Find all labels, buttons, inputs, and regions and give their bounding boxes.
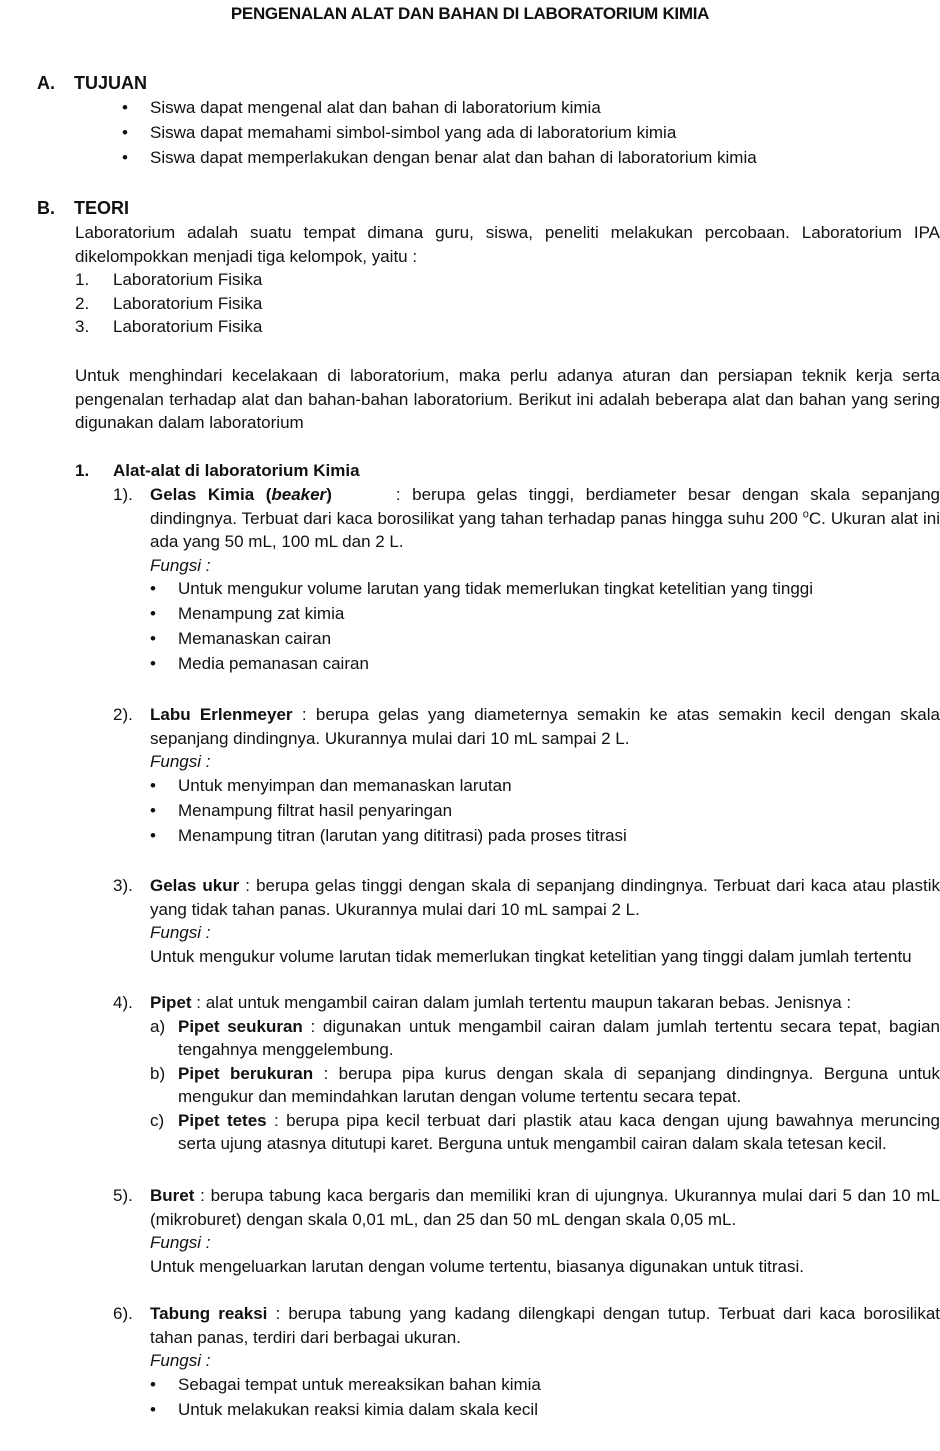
tool-description (150, 991, 940, 1015)
subtype-name: Pipet berukuran (178, 1063, 314, 1083)
fungsi-label: Fungsi : (150, 923, 211, 942)
tool-name-italic: beaker (271, 485, 327, 504)
tool-desc: : berupa tabung kaca bergaris dan memiliki kran di ujungnya. Ukurannya mulai dari 5 dan 10 mL (mikroburet) dengan skala 0,01 mL, dan 25 dan 50 mL dengan skala 0,05 mL. (150, 1186, 940, 1229)
fungsi-text: Untuk mengukur volume larutan tidak memerlukan tingkat ketelitian yang tinggi dalam jumlah tertentu (150, 946, 912, 966)
tool-desc: : alat untuk mengambil cairan dalam jumlah tertentu maupun takaran bebas. Jenisnya : (191, 993, 852, 1012)
tool-item-labu-erlenmeyer (113, 703, 940, 847)
tool-description (150, 1302, 940, 1349)
tool-name: Tabung reaksi (150, 1304, 268, 1323)
tool-item-pipet (113, 991, 940, 1156)
tool-desc: : berupa gelas tinggi dengan skala di sepanjang dindingnya. Terbuat dari kaca atau plastik yang tidak tahan panas. Ukurannya mulai dari 10 mL sampai 2 L. (150, 876, 940, 919)
subsection-title: Alat-alat di laboratorium Kimia (113, 461, 360, 480)
tujuan-item: • Siswa dapat memahami simbol-simbol yang ada di laboratorium kimia (122, 121, 932, 145)
tool-name: Buret (150, 1186, 195, 1205)
section-a-number: A. (37, 73, 55, 93)
tool-item-gelas-kimia (113, 483, 940, 676)
teori-intro: Laboratorium adalah suatu tempat dimana guru, siswa, peneliti melakukan percobaan. Laboratorium IPA dikelompokkan menjadi tiga kelompok, yaitu : (75, 223, 940, 266)
tool-number: 4). (113, 993, 133, 1012)
subtype-letter: c) (150, 1110, 165, 1130)
lab-item-number: 1. (75, 270, 90, 289)
tool-number: 5). (113, 1186, 133, 1205)
tool-name: Gelas ukur (150, 876, 240, 895)
subtype-desc: : berupa pipa kecil terbuat dari plastik atau kaca dengan ujung bawahnya meruncing serta ujung atasnya ditutupi karet. Berguna untuk mengambil cairan dalam skala tetesan kecil. (178, 1110, 940, 1153)
fungsi-item: • Untuk mengukur volume larutan yang tidak memerlukan tingkat ketelitian yang tinggi (150, 577, 940, 601)
page-title: PENGENALAN ALAT DAN BAHAN DI LABORATORIUM KIMIA (230, 4, 710, 23)
tool-description (150, 1184, 940, 1231)
degree-mark: o (802, 507, 809, 520)
subtype-name: Pipet tetes (178, 1110, 267, 1130)
subtype-letter: b) (150, 1063, 166, 1083)
tool-item-buret (113, 1184, 940, 1278)
fungsi-label: Fungsi : (150, 752, 211, 771)
pipet-subtype (150, 1062, 940, 1109)
fungsi-item: • Sebagai tempat untuk mereaksikan bahan kimia (150, 1373, 940, 1397)
fungsi-item: • Untuk menyimpan dan memanaskan larutan (150, 774, 940, 798)
tool-name: Labu Erlenmeyer (150, 705, 293, 724)
tool-desc-head: : berupa gelas tinggi, berdiameter besar dengan skala sepanjang dindingnya. Terbuat dari kaca borosilikat yang tahan terhadap panas hingga suhu 200 (150, 485, 940, 528)
pipet-subtype (150, 1109, 940, 1156)
tool-description (150, 703, 940, 750)
lab-item-label: Laboratorium Fisika (113, 270, 263, 289)
section-a-title: TUJUAN (74, 73, 148, 93)
subtype-desc: : digunakan untuk mengambil cairan dalam jumlah tertentu secara tepat, bagian tengahnya menggelembung. (178, 1016, 940, 1059)
pipet-subtype (150, 1015, 940, 1062)
section-b-number: B. (37, 198, 55, 218)
tool-item-tabung-reaksi (113, 1302, 940, 1421)
subtype-name: Pipet seukuran (178, 1016, 303, 1036)
fungsi-item: • Memanaskan cairan (150, 627, 940, 651)
section-a-heading (37, 72, 147, 96)
subtype-letter: a) (150, 1016, 166, 1036)
tool-number: 2). (113, 705, 133, 724)
tool-desc: : berupa gelas yang diameternya semakin ke atas semakin kecil dengan skala sepanjang dindingnya. Ukurannya mulai dari 10 mL sampai 2 L. (150, 705, 940, 748)
fungsi-item: • Menampung titran (larutan yang dititrasi) pada proses titrasi (150, 824, 940, 848)
tool-item-gelas-ukur (113, 874, 940, 968)
tool-desc-tail: C. Ukuran alat ini ada yang 50 mL, 100 mL dan 2 L. (150, 508, 940, 551)
lab-item-number: 3. (75, 317, 90, 336)
tool-desc: : berupa tabung yang kadang dilengkapi dengan tutup. Terbuat dari kaca borosilikat tahan panas, terdiri dari berbagai ukuran. (150, 1304, 940, 1347)
fungsi-item: • Menampung filtrat hasil penyaringan (150, 799, 940, 823)
tool-number: 6). (113, 1304, 133, 1323)
tool-name-end: ) (326, 485, 332, 504)
lab-item-label: Laboratorium Fisika (113, 317, 263, 336)
section-b-title: TEORI (74, 198, 130, 218)
fungsi-label: Fungsi : (150, 555, 211, 575)
tool-description (150, 483, 940, 554)
lab-item (75, 315, 940, 339)
tujuan-list (122, 96, 932, 170)
tool-description (150, 874, 940, 921)
tool-name: Gelas Kimia ( (150, 485, 272, 504)
tujuan-item: • Siswa dapat mengenal alat dan bahan di laboratorium kimia (122, 96, 932, 120)
lab-item-number: 2. (75, 293, 90, 313)
subtype-desc: : berupa pipa kurus dengan skala di sepanjang dindingnya. Berguna untuk mengukur dan memindahkan larutan dengan volume tertentu secara tepat. (178, 1063, 940, 1106)
lab-item-label: Laboratorium Fisika (113, 293, 263, 313)
teori-paragraph-2: Untuk menghindari kecelakaan di laboratorium, maka perlu adanya aturan dan persiapan teknik kerja serta pengenalan terhadap alat dan bahan-bahan laboratorium. Berikut ini adalah beberapa alat dan bahan yang sering digunakan dalam laboratorium (75, 366, 940, 432)
fungsi-label: Fungsi : (150, 1233, 211, 1252)
fungsi-label: Fungsi : (150, 1351, 211, 1370)
subsection-heading (75, 459, 940, 483)
lab-item (75, 268, 940, 292)
tujuan-item: • Siswa dapat memperlakukan dengan benar alat dan bahan di laboratorium kimia (122, 146, 932, 170)
section-b-heading (37, 197, 129, 221)
tool-number: 3). (113, 876, 133, 895)
fungsi-text: Untuk mengeluarkan larutan dengan volume tertentu, biasanya digunakan untuk titrasi. (150, 1256, 804, 1276)
tool-number: 1). (113, 485, 133, 504)
fungsi-item: • Untuk melakukan reaksi kimia dalam skala kecil (150, 1398, 940, 1422)
lab-item (75, 292, 940, 316)
tool-name: Pipet (150, 993, 192, 1012)
subsection-number: 1. (75, 461, 90, 480)
teori-body (75, 221, 940, 339)
fungsi-item: • Menampung zat kimia (150, 602, 940, 626)
fungsi-item: • Media pemanasan cairan (150, 652, 940, 676)
